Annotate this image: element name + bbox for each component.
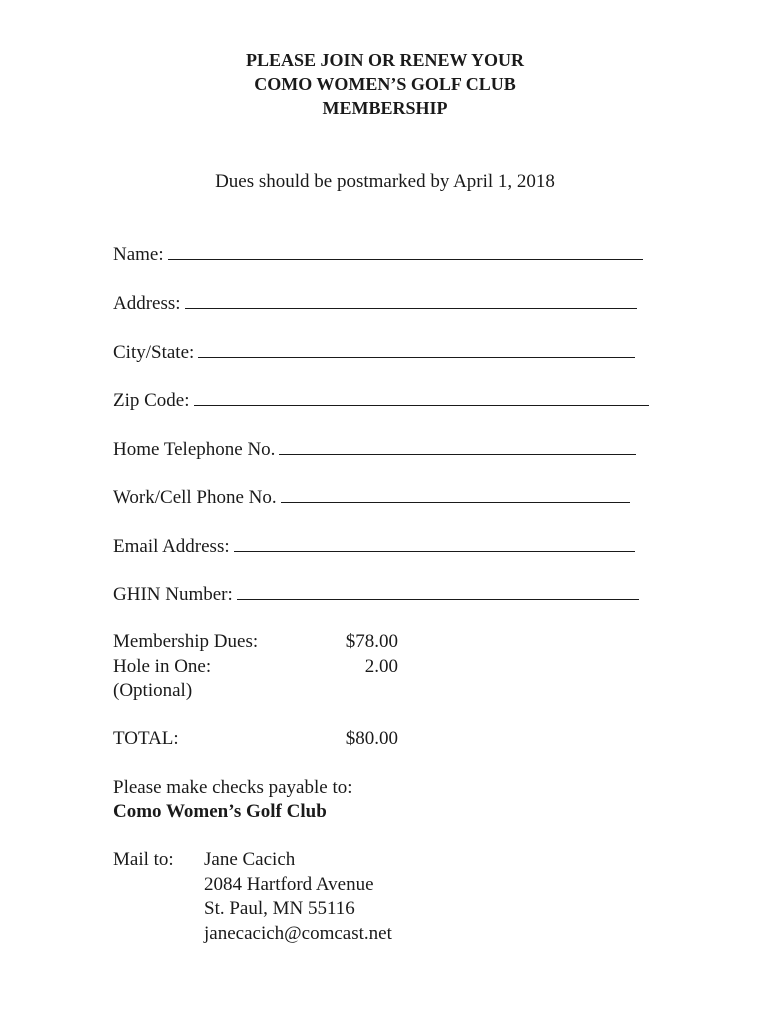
work-cell-blank[interactable] bbox=[281, 485, 630, 503]
title-line-2: COMO WOMEN’S GOLF CLUB bbox=[254, 74, 516, 94]
hole-in-one-label: Hole in One: bbox=[113, 656, 212, 677]
optional-label: (Optional) bbox=[113, 680, 193, 701]
membership-dues-label: Membership Dues: bbox=[113, 631, 259, 652]
payee-name: Como Women’s Golf Club bbox=[113, 801, 327, 822]
ghin-blank[interactable] bbox=[237, 582, 639, 600]
form-title bbox=[0, 48, 770, 120]
membership-dues-amount: $78.00 bbox=[345, 631, 398, 652]
title-line-3: MEMBERSHIP bbox=[322, 98, 448, 118]
home-phone-field[interactable] bbox=[113, 437, 636, 462]
email-blank[interactable] bbox=[234, 534, 635, 552]
email-label: Email Address: bbox=[113, 536, 230, 557]
title-line-1: PLEASE JOIN OR RENEW YOUR bbox=[245, 50, 525, 70]
work-cell-field[interactable] bbox=[113, 485, 630, 510]
city-state-field[interactable] bbox=[113, 340, 635, 365]
zip-code-field[interactable] bbox=[113, 388, 649, 413]
total-label: TOTAL: bbox=[113, 728, 179, 749]
mail-to-label: Mail to: bbox=[113, 849, 174, 870]
optional-row bbox=[113, 679, 308, 703]
membership-dues-row bbox=[113, 630, 398, 654]
total-amount: $80.00 bbox=[345, 728, 398, 749]
mailing-address bbox=[204, 848, 392, 946]
name-field[interactable] bbox=[113, 242, 643, 267]
payment-instruction: Please make checks payable to: bbox=[113, 777, 353, 798]
total-row bbox=[113, 727, 398, 751]
ghin-field[interactable] bbox=[113, 582, 639, 607]
work-cell-label: Work/Cell Phone No. bbox=[113, 487, 277, 508]
home-phone-blank[interactable] bbox=[279, 437, 636, 455]
home-phone-label: Home Telephone No. bbox=[113, 439, 276, 460]
mail-email: janecacich@comcast.net bbox=[204, 922, 392, 944]
postmark-deadline: Dues should be postmarked by April 1, 2018 bbox=[215, 171, 555, 192]
address-blank[interactable] bbox=[185, 291, 637, 309]
mail-city: St. Paul, MN 55116 bbox=[204, 898, 355, 919]
name-label: Name: bbox=[113, 244, 164, 265]
zip-code-label: Zip Code: bbox=[113, 390, 190, 411]
city-state-blank[interactable] bbox=[198, 340, 635, 358]
mail-street: 2084 Hartford Avenue bbox=[204, 873, 374, 895]
hole-in-one-amount: 2.00 bbox=[364, 656, 398, 677]
address-field[interactable] bbox=[113, 291, 637, 316]
ghin-label: GHIN Number: bbox=[113, 584, 233, 605]
hole-in-one-row bbox=[113, 655, 398, 679]
mail-recipient: Jane Cacich bbox=[204, 849, 296, 870]
address-label: Address: bbox=[113, 293, 181, 314]
zip-code-blank[interactable] bbox=[194, 388, 649, 406]
name-blank[interactable] bbox=[168, 242, 643, 260]
city-state-label: City/State: bbox=[113, 342, 195, 363]
email-field[interactable] bbox=[113, 534, 635, 559]
